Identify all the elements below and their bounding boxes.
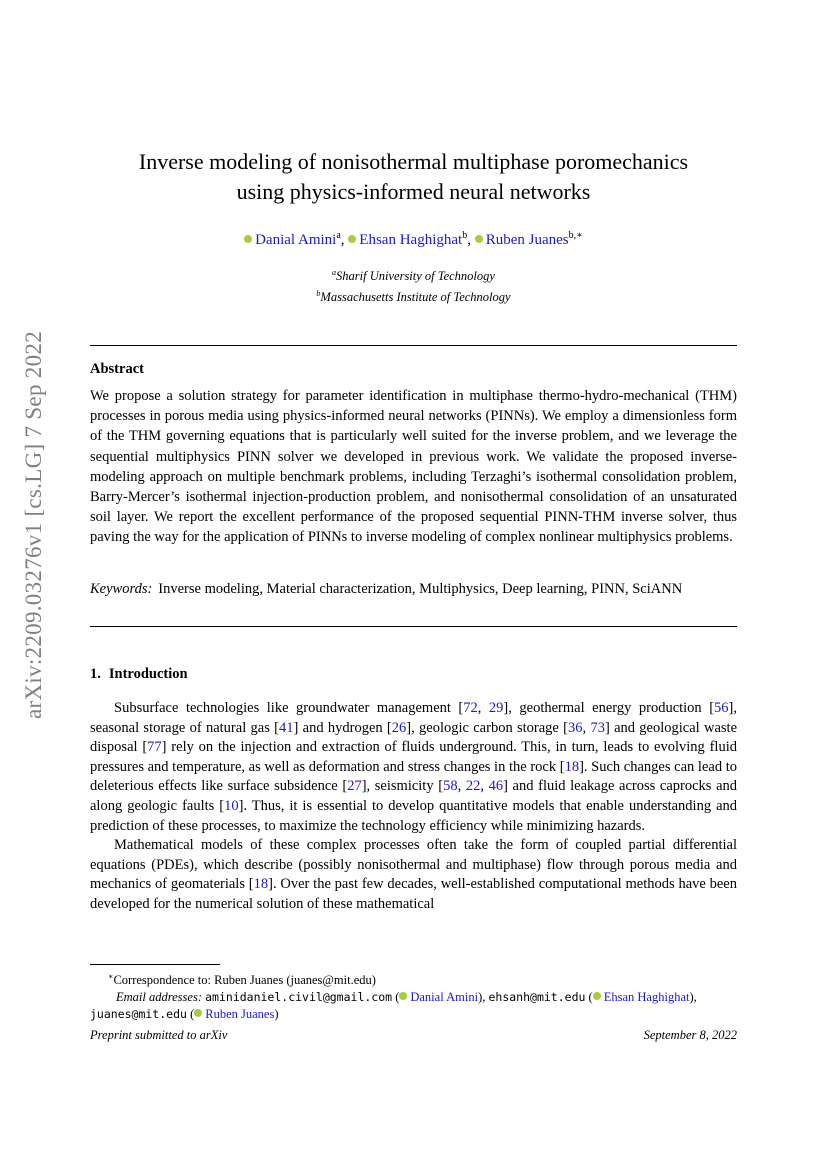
citation-link[interactable]: 29	[488, 700, 504, 716]
footnote-link-haghighat[interactable]: Ehsan Haghighat	[603, 990, 690, 1005]
arxiv-identifier-stamp: arXiv:2209.03276v1 [cs.LG] 7 Sep 2022	[21, 331, 46, 719]
footer-left: Preprint submitted to arXiv	[90, 1028, 228, 1042]
citation-link[interactable]: 56	[714, 700, 729, 716]
orcid-icon[interactable]	[475, 235, 483, 243]
introduction-body	[90, 699, 737, 915]
citation-link[interactable]: 46	[488, 778, 504, 795]
affiliation-a	[90, 264, 737, 285]
orcid-icon[interactable]	[348, 235, 356, 243]
citation-link[interactable]: 58	[443, 778, 458, 795]
orcid-icon[interactable]	[194, 1009, 202, 1017]
abstract-heading: Abstract	[90, 361, 144, 377]
citation-link[interactable]: 10	[224, 797, 239, 814]
title-line-2: using physics-informed neural networks	[236, 179, 591, 204]
page-footer	[90, 1028, 737, 1043]
email-haghighat: ehsanh@mit.edu	[488, 990, 586, 1005]
author-link-amini[interactable]: Danial Amini	[255, 232, 337, 248]
citation-link[interactable]: 22	[465, 778, 481, 795]
affiliation-text: Massachusetts Institute of Technology	[320, 290, 511, 305]
footnote-rule	[90, 964, 220, 965]
email-juanes: juanes@mit.edu	[90, 1007, 187, 1022]
citation-link[interactable]: 27	[347, 778, 362, 795]
affiliation-text: Sharif University of Technology	[336, 269, 495, 284]
citation-link[interactable]: 18	[564, 758, 580, 775]
author-list: Danial Amini$^a$, Ehsan Haghighat$^b$, Ruben Juanes$^{b,∗}$	[90, 230, 737, 249]
footnotes	[90, 968, 737, 1023]
correspondence-footnote: ∗Correspondence to: Ruben Juanes (juanes@mit.edu)	[108, 972, 376, 988]
author-sup: a	[336, 230, 341, 241]
keywords	[90, 579, 737, 599]
paper-title	[90, 147, 737, 207]
keywords-label: Keywords:	[90, 581, 153, 597]
affiliation-sup: b	[316, 289, 321, 299]
orcid-icon[interactable]	[399, 992, 407, 1000]
orcid-icon[interactable]	[593, 992, 601, 1000]
citation-link[interactable]: 72	[463, 700, 478, 716]
citation-link[interactable]: 41	[279, 719, 294, 736]
affiliations	[90, 264, 737, 306]
affiliation-b	[90, 285, 737, 306]
email-amini: aminidaniel.civil@gmail.com	[205, 990, 393, 1005]
footnote-link-juanes[interactable]: Ruben Juanes	[205, 1007, 275, 1022]
author-link-juanes[interactable]: Ruben Juanes	[485, 232, 569, 248]
section-heading	[90, 666, 188, 683]
abstract-bottom-rule	[90, 626, 737, 627]
paragraph-2: Mathematical models of these complex processes often take the form of coupled partial differential equations (PDEs), which describe (possibly nonisothermal and multiphase) flow through porous media and mechanics of geomaterials [18]. Over the past few decades, well-established computational methods have been developed for the numerical solution of these mathematical	[90, 837, 737, 912]
abstract-top-rule	[90, 345, 737, 346]
footnote-link-amini[interactable]: Danial Amini	[410, 990, 479, 1005]
citation-link[interactable]: 36	[568, 719, 583, 736]
citation-link[interactable]: 26	[391, 719, 407, 736]
title-line-1: Inverse modeling of nonisothermal multiphase poromechanics	[138, 149, 689, 174]
affiliation-sup: a	[332, 268, 337, 277]
author-sup: b,∗	[568, 230, 583, 241]
citation-link[interactable]: 77	[147, 739, 162, 756]
section-title: Introduction	[108, 666, 188, 682]
keywords-text: Inverse modeling, Material characterization, Multiphysics, Deep learning, PINN, SciANN	[158, 581, 683, 597]
section-number: 1.	[90, 666, 101, 682]
author-sup: b	[462, 230, 468, 241]
abstract-text: We propose a solution strategy for parameter identification in multiphase thermo-hydro-mechanical (THM) processes in porous media using physics-informed neural networks (PINNs). We employ a dimensionless form of the THM governing equations that is particularly well suited for the inverse problem, and we leverage the sequential multiphysics PINN solver we developed in previous work. We validate the proposed inverse-modeling approach on multiple benchmark problems, including Terzaghi’s isothermal consolidation problem, Barry-Mercer’s isothermal injection-production problem, and nonisothermal consolidation of an unsaturated soil layer. We report the excellent performance of the proposed sequential PINN-THM inverse solver, thus paving the way for the application of PINNs to inverse modeling of complex nonlinear multiphysics problems.	[90, 388, 737, 546]
footer-date: September 8, 2022	[643, 1028, 737, 1042]
email-footnote: Email addresses: aminidaniel.civil@gmail.com ( Danial Amini), ehsanh@mit.edu ( Ehsan Haghighat), juanes@mit.edu ( Ruben Juanes)	[90, 990, 697, 1022]
orcid-icon[interactable]	[244, 235, 252, 243]
citation-link[interactable]: 73	[590, 719, 605, 736]
paragraph-1: Subsurface technologies like groundwater management [72, 29], geothermal energy production [56], seasonal storage of natural gas [41] and hydrogen [26], geologic carbon storage [36, 73] and geological waste disposal [77] rely on the injection and extraction of fluids underground. This, in turn, leads to evolving fluid pressures and temperature, as well as deformation and stress changes in the rock [18]. Such changes can lead to deleterious effects like surface subsidence [27], seismicity [58, 22, 46] and fluid leakage across caprocks and along geologic faults [10]. Thus, it is essential to develop quantitative models that enable understanding and prediction of these processes, to maximize the technology efficiency while minimizing hazards.	[90, 700, 738, 834]
citation-link[interactable]: 18	[253, 876, 269, 893]
author-link-haghighat[interactable]: Ehsan Haghighat	[359, 232, 463, 248]
email-label: Email addresses:	[116, 990, 202, 1005]
